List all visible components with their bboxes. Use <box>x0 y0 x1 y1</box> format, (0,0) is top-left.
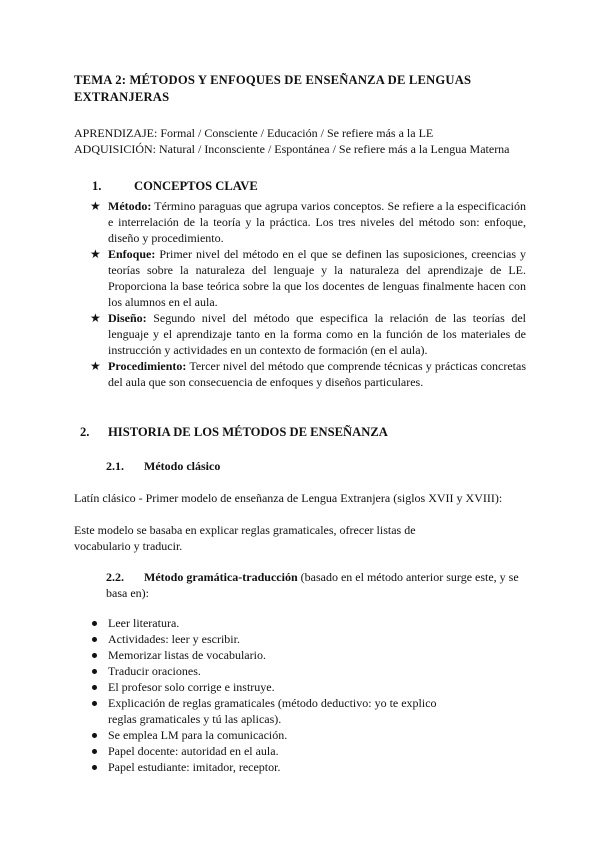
term: Método: <box>108 199 152 213</box>
list-item <box>90 246 526 310</box>
bullet-icon <box>92 733 97 738</box>
subsection-2-2-number: 2.2. <box>106 570 124 584</box>
subsection-2-1-heading <box>106 458 220 474</box>
aprendizaje-line: APRENDIZAJE: Formal / Consciente / Educación / Se refiere más a la LE <box>74 126 434 140</box>
document-title: TEMA 2: MÉTODOS Y ENFOQUES DE ENSEÑANZA DE LENGUAS EXTRANJERAS <box>74 73 472 104</box>
subsection-2-1-number: 2.1. <box>106 459 124 473</box>
section-2-heading <box>80 424 388 440</box>
classic-method-intro: Latín clásico - Primer modelo de enseñanza de Lengua Extranjera (siglos XVII y XVIII): <box>74 491 503 505</box>
bullet-icon <box>92 669 97 674</box>
list-item: Se emplea LM para la comunicación. <box>92 727 522 743</box>
star-icon: ★ <box>90 359 101 373</box>
list-item: Papel estudiante: imitador, receptor. <box>92 759 522 775</box>
list-item: Leer literatura. <box>92 615 522 631</box>
classic-method-description: Este modelo se basaba en explicar reglas gramaticales, ofrecer listas de vocabulario y traducir. <box>74 523 416 553</box>
star-icon: ★ <box>90 199 101 213</box>
key-concepts-list <box>90 198 526 390</box>
grammar-translation-list <box>92 615 522 775</box>
section-2-title: HISTORIA DE LOS MÉTODOS DE ENSEÑANZA <box>108 425 388 439</box>
definition: Primer nivel del método en el que se definen las suposiciones, creencias y teorías sobre la naturaleza del lenguaje y la naturaleza del aprendizaje de LE. Proporciona la base teórica sobre la que los docentes de lenguas finalmente hacen con los alumnos en el aula. <box>108 247 526 309</box>
adquisicion-line: ADQUISICIÓN: Natural / Inconsciente / Espontánea / Se refiere más a la Lengua Materna <box>74 142 510 156</box>
list-item <box>90 310 526 358</box>
term: Diseño: <box>108 311 147 325</box>
list-item: Explicación de reglas gramaticales (método deductivo: yo te explico reglas gramaticales y tú las aplicas). <box>92 695 522 727</box>
list-item: Traducir oraciones. <box>92 663 522 679</box>
star-icon: ★ <box>90 247 101 261</box>
section-1-number: 1. <box>92 179 102 193</box>
subsection-2-2-title: Método gramática-traducción <box>144 570 298 584</box>
list-item <box>90 358 526 390</box>
subsection-2-2-heading <box>106 569 536 601</box>
bullet-icon <box>92 765 97 770</box>
bullet-icon <box>92 701 97 706</box>
section-1-heading <box>92 178 258 194</box>
list-item: Memorizar listas de vocabulario. <box>92 647 522 663</box>
bullet-icon <box>92 637 97 642</box>
definition: Segundo nivel del método que especifica la relación de las teorías del lenguaje y el aprendizaje tanto en la forma como en la función de los materiales de instrucción y actividades en un contexto de formación (en el aula). <box>108 311 526 357</box>
bullet-icon <box>92 749 97 754</box>
subsection-2-2-note: (basado en el método anterior surge este, y se basa en): <box>106 570 519 600</box>
list-item: El profesor solo corrige e instruye. <box>92 679 522 695</box>
section-2-number: 2. <box>80 425 90 439</box>
list-item <box>90 198 526 246</box>
bullet-icon <box>92 685 97 690</box>
term: Procedimiento: <box>108 359 187 373</box>
list-item: Actividades: leer y escribir. <box>92 631 522 647</box>
star-icon: ★ <box>90 311 101 325</box>
bullet-icon <box>92 621 97 626</box>
subsection-2-1-title: Método clásico <box>144 459 221 473</box>
definition: Tercer nivel del método que comprende técnicas y prácticas concretas del aula que son consecuencia de enfoques y diseños particulares. <box>108 359 526 389</box>
term: Enfoque: <box>108 247 156 261</box>
list-item: Papel docente: autoridad en el aula. <box>92 743 522 759</box>
bullet-icon <box>92 653 97 658</box>
section-1-title: CONCEPTOS CLAVE <box>134 179 258 193</box>
definition: Término paraguas que agrupa varios conceptos. Se refiere a la especificación e interrelación de la teoría y la práctica. Los tres niveles del método son: enfoque, diseño y procedimiento. <box>108 199 526 245</box>
